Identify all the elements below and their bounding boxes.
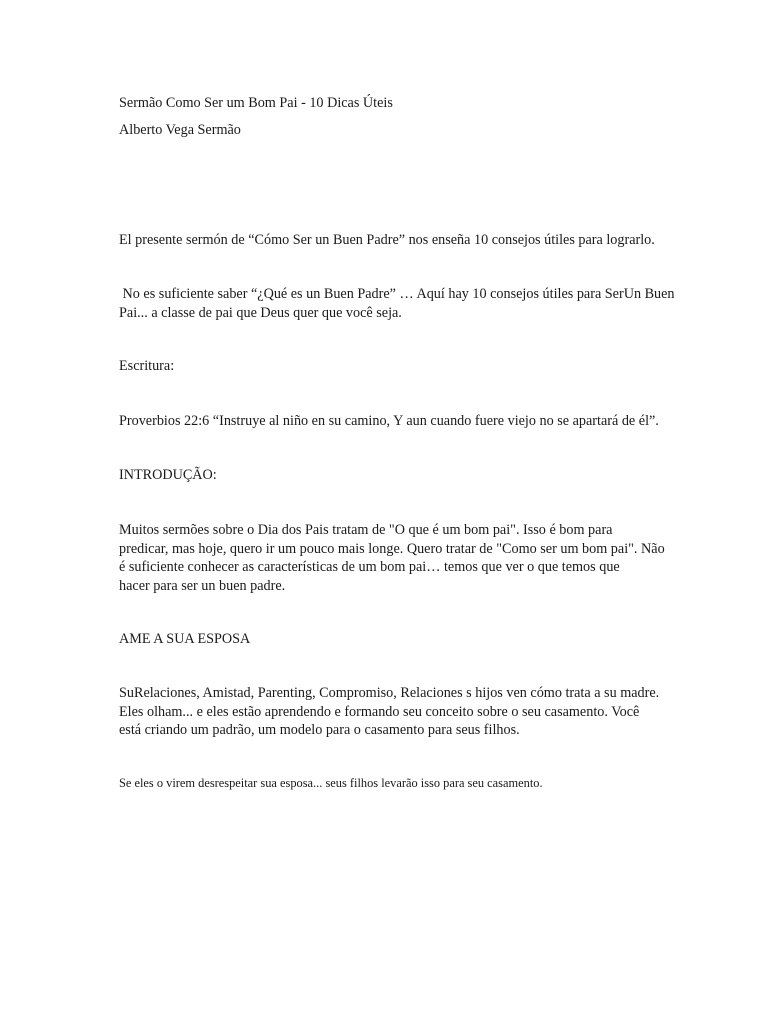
introduction-heading: INTRODUÇÃO: (119, 467, 217, 483)
intro-paragraph: El presente sermón de “Cómo Ser un Buen Padre” nos enseña 10 consejos útiles para lograrlo. (119, 232, 655, 248)
paragraph-dia-dos-pais (119, 521, 679, 595)
paragraph-line: Eles olham... e eles estão aprendendo e formando seu conceito sobre o seu casamento. Você (119, 703, 640, 720)
paragraph-line: No es suficiente saber “¿Qué es un Buen Padre” … Aquí hay 10 consejos útiles para SerUn Buen (119, 286, 675, 302)
document-author: Alberto Vega Sermão (119, 122, 241, 138)
paragraph-desrespeitar: Se eles o virem desrespeitar sua esposa... seus filhos levarão isso para seu casamento. (119, 776, 543, 790)
paragraph-line: está criando um padrão, um modelo para o casamento para seus filhos. (119, 722, 520, 738)
paragraph-line: hacer para ser un buen padre. (119, 577, 286, 594)
scripture-label: Escritura: (119, 358, 175, 374)
scripture-text: Proverbios 22:6 “Instruye al niño en su camino, Y aun cuando fuere viejo no se apartará de él”. (119, 413, 659, 429)
paragraph-line: Pai... a classe de pai que Deus quer que você seja. (119, 304, 402, 321)
paragraph-line: predicar, mas hoje, quero ir um pouco mais longe. Quero tratar de "Como ser um bom pai". Não (119, 540, 665, 557)
paragraph-line: Muitos sermões sobre o Dia dos Pais tratam de "O que é um bom pai". Isso é bom para (119, 522, 613, 538)
paragraph-line: SuRelaciones, Amistad, Parenting, Compromiso, Relaciones s hijos ven cómo trata a su madre. (119, 685, 660, 701)
paragraph-buen-padre (119, 285, 679, 322)
document-title: Sermão Como Ser um Bom Pai - 10 Dicas Úteis (119, 95, 393, 111)
paragraph-line: é suficiente conhecer as características de um bom pai… temos que ver o que temos que (119, 559, 620, 575)
paragraph-relaciones (119, 684, 679, 740)
section-heading-ame-a-sua-esposa: AME A SUA ESPOSA (119, 631, 251, 647)
